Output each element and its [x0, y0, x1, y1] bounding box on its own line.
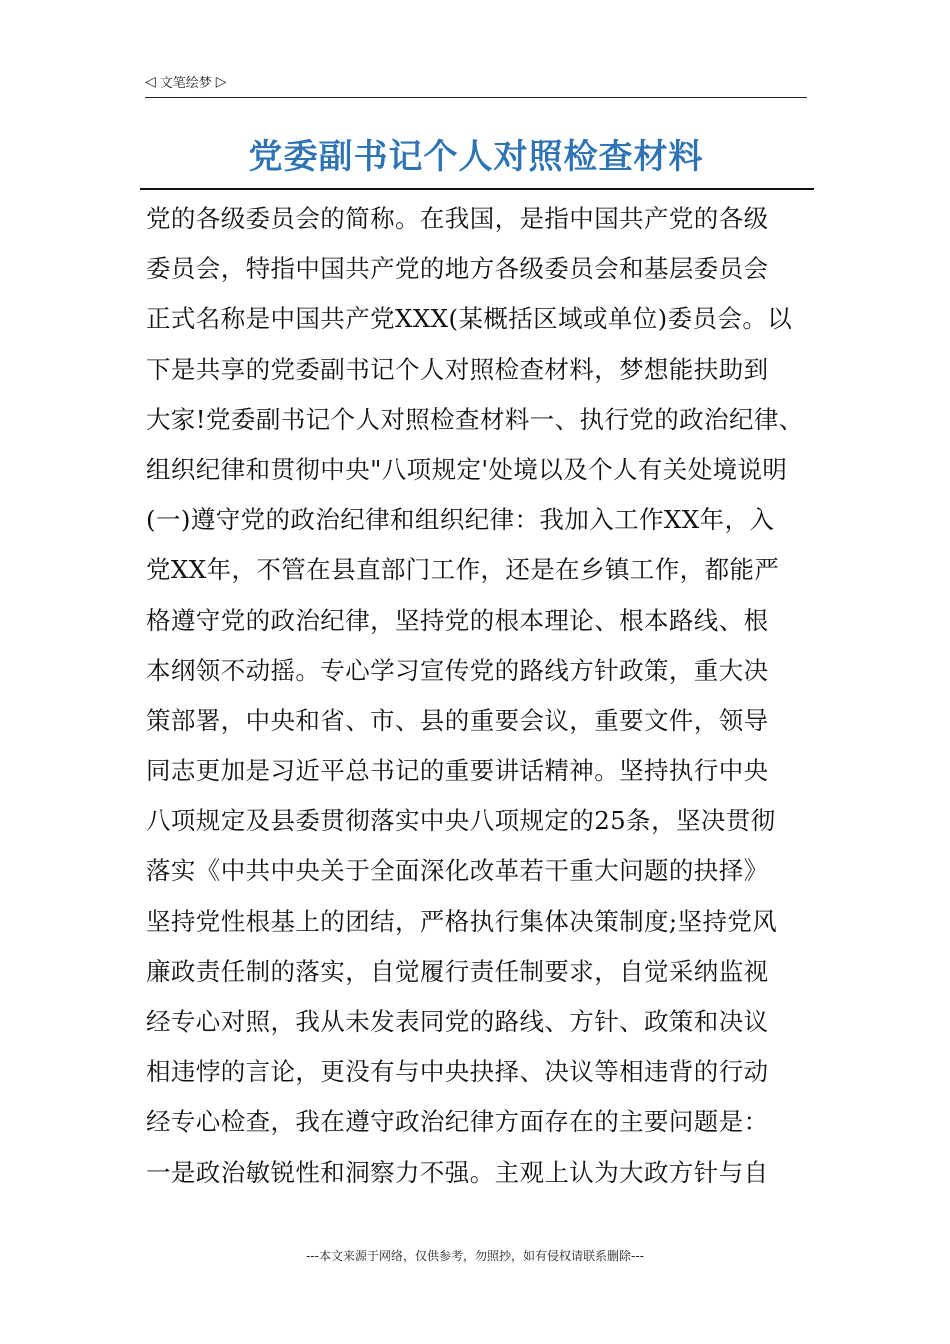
body-line: 廉政责任制的落实，自觉履行责任制要求，自觉采纳监视 [146, 956, 769, 986]
body-line: 党XX年，不管在县直部门工作，还是在乡镇工作，都能严 [146, 555, 780, 585]
brand-label: 文笔绘梦 [159, 76, 212, 91]
header-divider [145, 97, 807, 98]
body-line: 正式名称是中国共产党XXX(某概括区域或单位)委员会。以 [146, 304, 793, 334]
body-line: 落实《中共中央关于全面深化改革若干重大问题的抉择》 [146, 856, 769, 886]
title-divider [140, 188, 814, 190]
body-line: 一是政治敏锐性和洞察力不强。主观上认为大政方针与自 [146, 1157, 769, 1187]
body-line: 策部署，中央和省、市、县的重要会议，重要文件，领导 [146, 705, 769, 735]
document-title: 党委副书记个人对照检查材料 [248, 137, 704, 177]
body-line: 党的各级委员会的简称。在我国，是指中国共产党的各级 [146, 204, 769, 233]
body-line: (一)遵守党的政治纪律和组织纪律：我加入工作XX年，入 [146, 505, 775, 535]
body-line: 相违悖的言论，更没有与中央抉择、决议等相违背的行动 [146, 1057, 769, 1087]
body-line: 组织纪律和贯彻中央"八项规定'处境以及个人有关处境说明 [146, 454, 788, 484]
body-line: 本纲领不动摇。专心学习宣传党的路线方针政策，重大决 [146, 655, 769, 685]
body-line: 经专心对照，我从未发表同党的路线、方针、政策和决议 [146, 1007, 769, 1036]
body-line: 委员会，特指中国共产党的地方各级委员会和基层委员会 [146, 254, 769, 284]
page-header [145, 72, 807, 96]
body-line: 坚持党性根基上的团结，严格执行集体决策制度;坚持党风 [146, 906, 778, 936]
body-line: 下是共享的党委副书记个人对照检查材料，梦想能扶助到 [146, 354, 769, 384]
right-triangle-icon: ▷ [215, 73, 227, 90]
body-line: 大家!党委副书记个人对照检查材料一、执行党的政治纪律、 [146, 404, 804, 434]
brand [145, 72, 227, 91]
footer-notice: ---本文来源于网络，仅供参考，勿照抄，如有侵权请联系删除--- [306, 1249, 644, 1263]
body-line: 经专心检查，我在遵守政治纪律方面存在的主要问题是： [146, 1107, 769, 1137]
body-line: 八项规定及县委贯彻落实中央八项规定的25条，坚决贯彻 [146, 806, 776, 836]
body-line: 同志更加是习近平总书记的重要讲话精神。坚持执行中央 [146, 756, 769, 786]
document-body [146, 198, 818, 1202]
left-triangle-icon: ◁ [145, 73, 156, 90]
body-line: 格遵守党的政治纪律，坚持党的根本理论、根本路线、根 [146, 605, 769, 635]
